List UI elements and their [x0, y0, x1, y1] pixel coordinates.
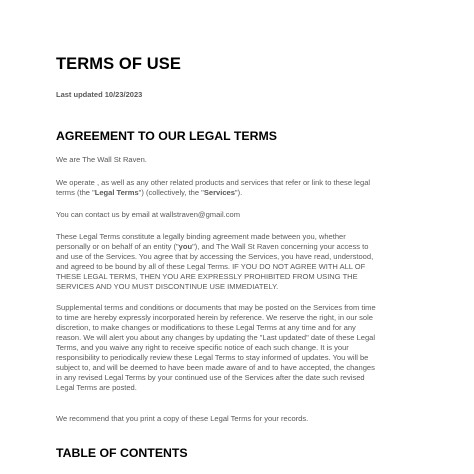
paragraph-company-intro: [56, 155, 420, 165]
paragraph-print-recommendation: [56, 414, 420, 424]
text-line: discretion, to make changes or modifications to these Legal Terms at any time and for any: [56, 323, 356, 332]
text-fragment: ") (collectively, the ": [138, 188, 204, 197]
text-line: to time are hereby expressly incorporated herein by reference. We reserve the right, in our sole: [56, 313, 373, 322]
section-heading-table-of-contents: TABLE OF CONTENTS: [56, 446, 188, 460]
text-line: and agreed to be bound by all of these Legal Terms. IF YOU DO NOT AGREE WITH ALL OF: [56, 262, 366, 271]
text-line: These Legal Terms constitute a legally binding agreement made between you, whether: [56, 232, 346, 241]
section-heading-agreement: AGREEMENT TO OUR LEGAL TERMS: [56, 129, 277, 143]
text-line: [56, 188, 420, 198]
text-line: You can contact us by email at wallstraven@gmail.com: [56, 210, 240, 219]
paragraph-operations: [56, 178, 420, 198]
text-line: [56, 242, 420, 252]
text-line: We are The Wall St Raven.: [56, 155, 147, 164]
text-fragment: ").: [234, 188, 243, 197]
text-line: We operate , as well as any other related products and services that refer or link to these legal: [56, 178, 371, 187]
text-line: Supplemental terms and conditions or documents that may be posted on the Services from time: [56, 303, 376, 312]
text-line: We recommend that you print a copy of these Legal Terms for your records.: [56, 414, 309, 423]
paragraph-contact-email: [56, 210, 420, 220]
document-title: TERMS OF USE: [56, 55, 181, 73]
text-line: SERVICES AND YOU MUST DISCONTINUE USE IMMEDIATELY.: [56, 282, 279, 291]
text-line: and use of the Services. You agree that by accessing the Services, you have read, understood,: [56, 252, 374, 261]
paragraph-supplemental-terms: [56, 303, 420, 393]
defined-term-you: you: [178, 242, 193, 251]
text-line: THESE LEGAL TERMS, THEN YOU ARE EXPRESSLY PROHIBITED FROM USING THE: [56, 272, 358, 281]
last-updated-date: Last updated 10/23/2023: [56, 90, 143, 99]
text-fragment: personally or on behalf of an entity (": [56, 242, 179, 251]
text-line: Terms, and you waive any right to receive specific notice of each such change. It is your: [56, 343, 349, 352]
defined-term-services: Services: [203, 188, 235, 197]
text-line: Legal Terms are posted.: [56, 383, 137, 392]
paragraph-binding-agreement: [56, 232, 420, 292]
text-line: responsibility to periodically review these Legal Terms to stay informed of updates. You will be: [56, 353, 369, 362]
text-line: subject to, and will be deemed to have been made aware of and to have accepted, the changes: [56, 363, 375, 372]
defined-term-legal-terms: Legal Terms: [94, 188, 139, 197]
text-fragment: terms (the ": [56, 188, 95, 197]
text-line: reason. We will alert you about any changes by updating the "Last updated" date of these Legal: [56, 333, 376, 342]
text-line: in any revised Legal Terms by your continued use of the Services after the date such revised: [56, 373, 365, 382]
text-fragment: "), and The Wall St Raven concerning your access to: [192, 242, 369, 251]
